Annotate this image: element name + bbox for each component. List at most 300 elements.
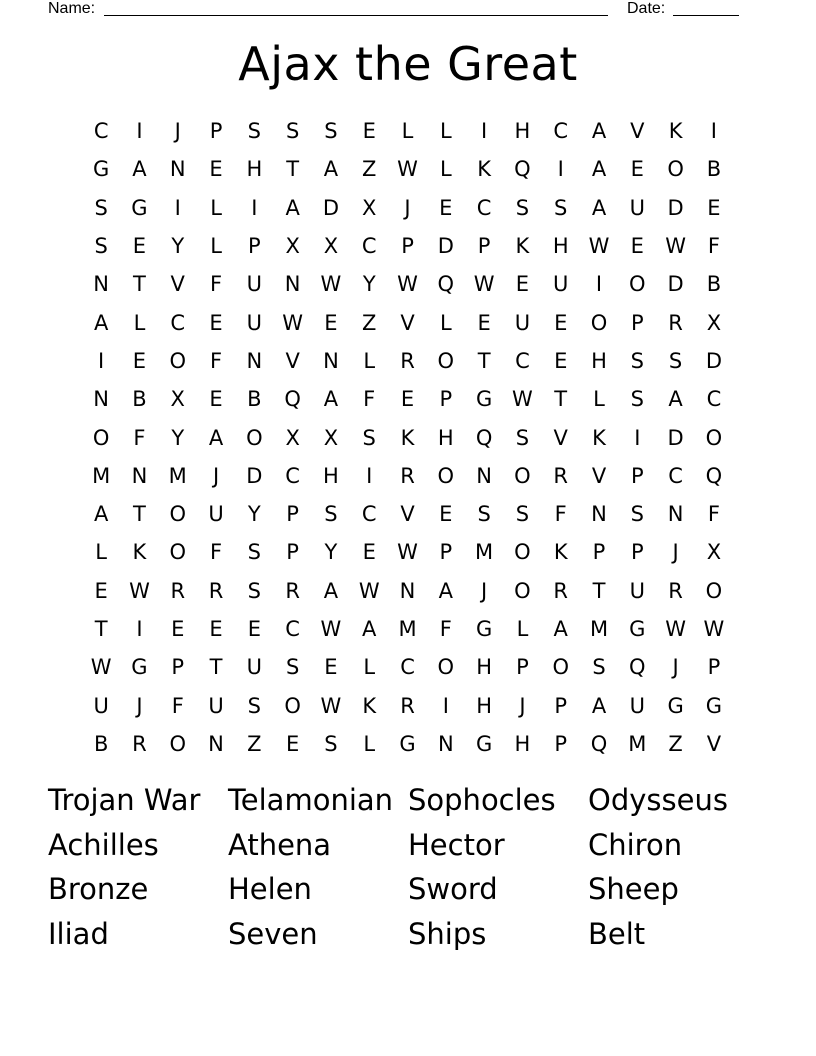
grid-letter[interactable]: F bbox=[171, 693, 184, 718]
grid-letter[interactable]: I bbox=[98, 348, 105, 373]
grid-letter[interactable]: P bbox=[516, 655, 529, 680]
grid-letter[interactable]: R bbox=[668, 578, 683, 603]
grid-letter[interactable]: D bbox=[667, 425, 684, 450]
grid-letter[interactable]: H bbox=[476, 693, 493, 718]
grid-letter[interactable]: U bbox=[246, 655, 263, 680]
grid-letter[interactable]: F bbox=[363, 387, 376, 412]
grid-letter[interactable]: S bbox=[94, 195, 108, 220]
grid-letter[interactable]: R bbox=[400, 693, 415, 718]
grid-letter[interactable]: I bbox=[481, 119, 488, 144]
grid-letter[interactable]: A bbox=[93, 310, 109, 335]
grid-letter[interactable]: M bbox=[92, 463, 111, 488]
grid-letter[interactable]: O bbox=[514, 578, 531, 603]
grid-letter[interactable]: E bbox=[554, 310, 568, 335]
name-blank-line[interactable] bbox=[104, 0, 608, 16]
grid-letter[interactable]: W bbox=[512, 387, 533, 412]
grid-letter[interactable]: M bbox=[589, 617, 609, 641]
grid-letter[interactable]: O bbox=[667, 157, 684, 182]
grid-letter[interactable]: G bbox=[667, 693, 684, 718]
grid-letter[interactable]: N bbox=[323, 348, 339, 373]
grid-letter[interactable]: C bbox=[361, 234, 377, 259]
grid-letter[interactable]: E bbox=[132, 348, 147, 373]
grid-row bbox=[82, 648, 734, 686]
grid-letter[interactable]: E bbox=[515, 272, 530, 297]
grid-letter[interactable]: R bbox=[132, 731, 147, 756]
grid-letter[interactable]: P bbox=[439, 387, 453, 412]
grid-letter[interactable]: U bbox=[208, 693, 224, 718]
grid-letter[interactable]: R bbox=[553, 463, 568, 488]
grid-letter[interactable]: O bbox=[169, 540, 186, 565]
grid-letter[interactable]: S bbox=[247, 540, 261, 565]
grid-letter[interactable]: E bbox=[209, 310, 223, 335]
grid-letter[interactable]: A bbox=[438, 578, 453, 603]
grid-letter[interactable]: A bbox=[323, 578, 339, 603]
grid-letter[interactable]: R bbox=[170, 578, 186, 603]
word-bank-item: Helen bbox=[228, 872, 312, 907]
grid-letter[interactable]: F bbox=[133, 425, 146, 450]
grid-letter[interactable]: W bbox=[90, 655, 112, 680]
grid-letter[interactable]: F bbox=[707, 234, 720, 259]
grid-letter[interactable]: L bbox=[133, 310, 146, 335]
grid-letter[interactable]: S bbox=[247, 119, 261, 144]
grid-letter[interactable]: L bbox=[210, 234, 222, 259]
grid-letter[interactable]: P bbox=[630, 540, 644, 565]
grid-letter[interactable]: S bbox=[285, 655, 300, 680]
grid-letter[interactable]: I bbox=[136, 617, 143, 641]
grid-letter[interactable]: H bbox=[437, 425, 454, 450]
grid-letter[interactable]: I bbox=[634, 425, 641, 450]
grid-letter[interactable]: S bbox=[247, 578, 261, 603]
grid-letter[interactable]: B bbox=[706, 157, 722, 182]
grid-letter[interactable]: O bbox=[169, 348, 186, 373]
grid-letter[interactable]: G bbox=[93, 157, 110, 182]
grid-letter[interactable]: P bbox=[209, 119, 223, 144]
grid-letter[interactable]: W bbox=[397, 272, 418, 297]
grid-letter[interactable]: W bbox=[320, 693, 342, 718]
grid-letter[interactable]: W bbox=[665, 234, 686, 259]
grid-letter[interactable]: U bbox=[629, 693, 645, 718]
grid-letter[interactable]: S bbox=[515, 502, 530, 527]
grid-letter[interactable]: S bbox=[630, 348, 644, 373]
grid-letter[interactable]: U bbox=[208, 502, 224, 527]
grid-letter[interactable]: V bbox=[400, 502, 415, 527]
grid-letter[interactable]: D bbox=[437, 234, 454, 259]
grid-letter[interactable]: A bbox=[132, 157, 147, 182]
grid-letter[interactable]: K bbox=[515, 234, 530, 259]
grid-letter[interactable]: U bbox=[629, 195, 645, 220]
grid-letter[interactable]: O bbox=[590, 310, 608, 335]
grid-letter[interactable]: A bbox=[591, 693, 607, 718]
grid-letter[interactable]: C bbox=[400, 655, 415, 680]
grid-letter[interactable]: W bbox=[665, 617, 686, 641]
grid-letter[interactable]: P bbox=[630, 310, 644, 335]
grid-letter[interactable]: F bbox=[209, 540, 223, 565]
grid-letter[interactable]: L bbox=[363, 348, 376, 373]
grid-letter[interactable]: E bbox=[171, 617, 185, 641]
grid-letter[interactable]: H bbox=[591, 348, 607, 373]
grid-letter[interactable]: J bbox=[404, 195, 411, 220]
grid-letter[interactable]: Q bbox=[629, 655, 646, 680]
grid-letter[interactable]: E bbox=[554, 348, 568, 373]
grid-letter[interactable]: R bbox=[553, 578, 568, 603]
grid-letter[interactable]: O bbox=[514, 463, 531, 488]
grid-letter[interactable]: V bbox=[400, 310, 415, 335]
grid-letter[interactable]: C bbox=[476, 195, 492, 220]
grid-letter[interactable]: I bbox=[136, 119, 143, 144]
grid-letter[interactable]: S bbox=[515, 425, 530, 450]
grid-letter[interactable]: G bbox=[475, 731, 493, 756]
grid-letter[interactable]: N bbox=[591, 502, 607, 527]
grid-letter[interactable]: W bbox=[703, 617, 725, 641]
grid-letter[interactable]: N bbox=[667, 502, 684, 527]
grid-letter[interactable]: W bbox=[358, 578, 380, 603]
grid-letter[interactable]: H bbox=[514, 731, 531, 756]
grid-letter[interactable]: E bbox=[707, 195, 721, 220]
grid-letter[interactable]: S bbox=[324, 502, 338, 527]
grid-letter[interactable]: B bbox=[132, 387, 147, 412]
grid-letter[interactable]: C bbox=[706, 387, 722, 412]
grid-letter[interactable]: W bbox=[320, 272, 342, 297]
grid-letter[interactable]: H bbox=[323, 463, 339, 488]
grid-letter[interactable]: I bbox=[595, 272, 603, 297]
grid-letter[interactable]: X bbox=[285, 425, 300, 450]
grid-row bbox=[82, 457, 734, 495]
grid-letter[interactable]: E bbox=[439, 502, 453, 527]
grid-letter[interactable]: M bbox=[475, 540, 494, 565]
grid-letter[interactable]: N bbox=[131, 463, 148, 488]
grid-letter[interactable]: H bbox=[514, 119, 531, 144]
grid-letter[interactable]: X bbox=[706, 310, 722, 335]
grid-letter[interactable]: J bbox=[519, 693, 526, 718]
grid-letter[interactable]: U bbox=[246, 272, 263, 297]
grid-letter[interactable]: P bbox=[477, 234, 491, 259]
grid-letter[interactable]: B bbox=[706, 272, 722, 297]
grid-letter[interactable]: A bbox=[93, 502, 109, 527]
grid-letter[interactable]: R bbox=[400, 348, 415, 373]
grid-letter[interactable]: I bbox=[366, 463, 373, 488]
grid-letter[interactable]: E bbox=[209, 387, 223, 412]
grid-letter[interactable]: I bbox=[442, 693, 449, 718]
grid-letter[interactable]: C bbox=[668, 463, 683, 488]
grid-letter[interactable]: X bbox=[170, 387, 185, 412]
grid-letter[interactable]: E bbox=[209, 157, 223, 182]
grid-letter[interactable]: N bbox=[93, 272, 109, 297]
grid-letter[interactable]: E bbox=[477, 310, 491, 335]
grid-letter[interactable]: U bbox=[93, 693, 109, 718]
grid-letter[interactable]: S bbox=[554, 195, 568, 220]
grid-letter[interactable]: R bbox=[285, 578, 300, 603]
grid-letter[interactable]: J bbox=[212, 463, 220, 488]
grid-letter[interactable]: S bbox=[285, 119, 300, 144]
grid-letter[interactable]: N bbox=[284, 272, 301, 297]
grid-letter[interactable]: U bbox=[514, 310, 531, 335]
grid-letter[interactable]: S bbox=[94, 234, 108, 259]
grid-letter[interactable]: U bbox=[246, 310, 263, 335]
grid-row bbox=[82, 610, 734, 648]
grid-letter[interactable]: C bbox=[285, 617, 300, 641]
header-line bbox=[48, 0, 768, 20]
grid-letter[interactable]: K bbox=[668, 119, 683, 144]
word-bank-item: Hector bbox=[408, 827, 505, 862]
grid-letter[interactable]: J bbox=[481, 578, 488, 603]
grid-letter[interactable]: N bbox=[208, 731, 224, 756]
grid-letter[interactable]: K bbox=[132, 540, 147, 565]
grid-row bbox=[82, 380, 734, 418]
grid-letter[interactable]: J bbox=[672, 655, 679, 680]
grid-letter[interactable]: T bbox=[133, 502, 146, 527]
grid-letter[interactable]: W bbox=[397, 157, 418, 182]
grid-letter[interactable]: Y bbox=[247, 502, 261, 527]
grid-letter[interactable]: P bbox=[554, 693, 568, 718]
grid-letter[interactable]: Q bbox=[590, 731, 608, 756]
grid-letter[interactable]: S bbox=[592, 655, 606, 680]
grid-letter[interactable]: V bbox=[170, 272, 185, 297]
word-bank-item: Sophocles bbox=[408, 783, 556, 817]
grid-letter[interactable]: V bbox=[285, 348, 300, 373]
grid-letter[interactable]: L bbox=[439, 119, 452, 144]
grid-letter[interactable]: P bbox=[286, 502, 299, 527]
grid-letter[interactable]: E bbox=[247, 617, 261, 641]
grid-letter[interactable]: Q bbox=[437, 272, 455, 297]
grid-letter[interactable]: X bbox=[706, 540, 722, 565]
grid-letter[interactable]: T bbox=[477, 348, 491, 373]
grid-letter[interactable]: A bbox=[591, 157, 607, 182]
grid-letter[interactable]: X bbox=[285, 234, 300, 259]
grid-letter[interactable]: L bbox=[95, 540, 107, 565]
grid-letter[interactable]: I bbox=[174, 195, 181, 220]
grid-letter[interactable]: Y bbox=[362, 272, 376, 297]
grid-letter[interactable]: G bbox=[131, 655, 148, 680]
grid-letter[interactable]: O bbox=[92, 425, 110, 450]
grid-letter[interactable]: T bbox=[554, 387, 568, 412]
grid-letter[interactable]: T bbox=[286, 157, 300, 182]
grid-letter[interactable]: Q bbox=[475, 425, 493, 450]
grid-letter[interactable]: L bbox=[363, 731, 376, 756]
grid-letter[interactable]: P bbox=[401, 234, 414, 259]
grid-letter[interactable]: I bbox=[710, 119, 717, 144]
grid-letter[interactable]: P bbox=[630, 463, 644, 488]
grid-letter[interactable]: O bbox=[552, 655, 569, 680]
grid-letter[interactable]: W bbox=[588, 234, 610, 259]
grid-letter[interactable]: D bbox=[667, 195, 684, 220]
grid-letter[interactable]: S bbox=[630, 502, 644, 527]
grid-letter[interactable]: S bbox=[477, 502, 491, 527]
grid-letter[interactable]: P bbox=[171, 655, 185, 680]
grid-letter[interactable]: W bbox=[473, 272, 495, 297]
grid-letter[interactable]: I bbox=[557, 157, 564, 182]
grid-letter[interactable]: X bbox=[323, 425, 339, 450]
grid-letter[interactable]: G bbox=[629, 617, 646, 641]
grid-letter[interactable]: Y bbox=[171, 234, 185, 259]
grid-letter[interactable]: R bbox=[208, 578, 224, 603]
grid-letter[interactable]: E bbox=[209, 617, 223, 641]
grid-letter[interactable]: N bbox=[399, 578, 416, 603]
grid-letter[interactable]: Y bbox=[324, 540, 338, 565]
grid-letter[interactable]: Q bbox=[284, 387, 301, 412]
grid-letter[interactable]: K bbox=[477, 157, 491, 182]
grid-letter[interactable]: S bbox=[515, 195, 530, 220]
grid-letter[interactable]: U bbox=[629, 578, 645, 603]
grid-letter[interactable]: L bbox=[439, 157, 452, 182]
grid-letter[interactable]: J bbox=[174, 119, 181, 144]
grid-letter[interactable]: V bbox=[591, 463, 607, 488]
grid-letter[interactable]: C bbox=[553, 119, 569, 144]
grid-letter[interactable]: C bbox=[361, 502, 377, 527]
grid-letter[interactable]: H bbox=[246, 157, 263, 182]
grid-letter[interactable]: R bbox=[668, 310, 683, 335]
grid-letter[interactable]: E bbox=[324, 310, 338, 335]
grid-letter[interactable]: T bbox=[592, 578, 606, 603]
grid-letter[interactable]: L bbox=[516, 617, 529, 641]
grid-letter[interactable]: D bbox=[246, 463, 263, 488]
grid-letter[interactable]: O bbox=[246, 425, 263, 450]
grid-letter[interactable]: Z bbox=[362, 157, 377, 182]
grid-letter[interactable]: O bbox=[629, 272, 646, 297]
grid-letter[interactable]: A bbox=[591, 195, 607, 220]
grid-letter[interactable]: S bbox=[630, 387, 644, 412]
grid-letter[interactable]: H bbox=[552, 234, 569, 259]
grid-letter[interactable]: L bbox=[210, 195, 222, 220]
grid-letter[interactable]: Z bbox=[668, 731, 683, 756]
grid-letter[interactable]: M bbox=[398, 617, 417, 641]
grid-letter[interactable]: N bbox=[169, 157, 186, 182]
grid-letter[interactable]: R bbox=[400, 463, 415, 488]
grid-letter[interactable]: V bbox=[553, 425, 568, 450]
grid-letter[interactable]: F bbox=[209, 348, 223, 373]
grid-letter[interactable]: D bbox=[667, 272, 684, 297]
word-bank-item: Sheep bbox=[588, 872, 679, 907]
grid-letter[interactable]: B bbox=[93, 731, 109, 756]
grid-letter[interactable]: L bbox=[593, 387, 605, 412]
grid-letter[interactable]: C bbox=[285, 463, 300, 488]
grid-letter[interactable]: E bbox=[630, 157, 644, 182]
grid-letter[interactable]: K bbox=[400, 425, 415, 450]
grid-letter[interactable]: S bbox=[247, 693, 261, 718]
grid-letter[interactable]: N bbox=[437, 731, 454, 756]
grid-letter[interactable]: P bbox=[248, 234, 261, 259]
grid-letter[interactable]: E bbox=[285, 731, 300, 756]
grid-letter[interactable]: Z bbox=[362, 310, 377, 335]
grid-letter[interactable]: A bbox=[668, 387, 683, 412]
grid-letter[interactable]: E bbox=[439, 195, 453, 220]
grid-letter[interactable]: L bbox=[401, 119, 414, 144]
grid-letter[interactable]: P bbox=[286, 540, 299, 565]
grid-letter[interactable]: K bbox=[592, 425, 606, 450]
grid-letter[interactable]: Z bbox=[247, 731, 262, 756]
grid-letter[interactable]: N bbox=[246, 348, 263, 373]
grid-letter[interactable]: F bbox=[439, 617, 452, 641]
grid-letter[interactable]: A bbox=[591, 119, 607, 144]
grid-letter[interactable]: T bbox=[94, 617, 108, 641]
grid-letter[interactable]: E bbox=[132, 234, 147, 259]
grid-letter[interactable]: M bbox=[168, 463, 187, 488]
grid-letter[interactable]: P bbox=[439, 540, 453, 565]
grid-letter[interactable]: A bbox=[362, 617, 377, 641]
grid-letter[interactable]: O bbox=[705, 425, 723, 450]
grid-letter[interactable]: O bbox=[169, 731, 186, 756]
grid-letter[interactable]: O bbox=[284, 693, 301, 718]
grid-letter[interactable]: S bbox=[324, 119, 338, 144]
grid-letter[interactable]: W bbox=[320, 617, 342, 641]
grid-letter[interactable]: P bbox=[707, 655, 721, 680]
grid-letter[interactable]: G bbox=[475, 617, 493, 641]
grid-letter[interactable]: G bbox=[705, 693, 723, 718]
grid-letter[interactable]: N bbox=[476, 463, 492, 488]
grid-letter[interactable]: L bbox=[363, 655, 376, 680]
grid-letter[interactable]: Y bbox=[171, 425, 185, 450]
grid-letter[interactable]: W bbox=[397, 540, 418, 565]
grid-letter[interactable]: M bbox=[628, 731, 647, 756]
grid-letter[interactable]: G bbox=[131, 195, 148, 220]
grid-letter[interactable]: F bbox=[707, 502, 720, 527]
grid-letter[interactable]: N bbox=[93, 387, 109, 412]
grid-letter[interactable]: U bbox=[553, 272, 569, 297]
grid-letter[interactable]: S bbox=[362, 425, 376, 450]
grid-letter[interactable]: I bbox=[251, 195, 258, 220]
grid-letter[interactable]: P bbox=[554, 731, 568, 756]
grid-letter[interactable]: K bbox=[362, 693, 377, 718]
grid-letter[interactable]: E bbox=[362, 119, 376, 144]
grid-letter[interactable]: E bbox=[362, 540, 376, 565]
grid-letter[interactable]: T bbox=[209, 655, 223, 680]
grid-letter[interactable]: O bbox=[705, 578, 723, 603]
grid-letter[interactable]: P bbox=[592, 540, 606, 565]
grid-letter[interactable]: H bbox=[476, 655, 493, 680]
grid-letter[interactable]: D bbox=[705, 348, 722, 373]
grid-letter[interactable]: L bbox=[439, 310, 452, 335]
grid-letter[interactable]: G bbox=[475, 387, 493, 412]
grid-letter[interactable]: S bbox=[324, 731, 338, 756]
grid-letter[interactable]: T bbox=[133, 272, 146, 297]
grid-letter[interactable]: A bbox=[285, 195, 300, 220]
grid-letter[interactable]: O bbox=[437, 348, 455, 373]
grid-letter[interactable]: F bbox=[209, 272, 223, 297]
grid-letter[interactable]: F bbox=[554, 502, 567, 527]
grid-letter[interactable]: O bbox=[437, 655, 455, 680]
grid-letter[interactable]: E bbox=[94, 578, 108, 603]
grid-letter[interactable]: D bbox=[322, 195, 340, 220]
grid-letter[interactable]: O bbox=[514, 540, 531, 565]
grid-letter[interactable]: V bbox=[630, 119, 645, 144]
grid-letter[interactable]: C bbox=[93, 119, 109, 144]
grid-letter[interactable]: A bbox=[323, 387, 339, 412]
grid-letter[interactable]: A bbox=[553, 617, 568, 641]
grid-letter[interactable]: X bbox=[362, 195, 377, 220]
grid-letter[interactable]: O bbox=[169, 502, 186, 527]
grid-letter[interactable]: Q bbox=[705, 463, 723, 488]
grid-letter[interactable]: E bbox=[400, 387, 415, 412]
grid-letter[interactable]: X bbox=[323, 234, 339, 259]
date-blank-line[interactable] bbox=[673, 0, 739, 16]
grid-letter[interactable]: K bbox=[553, 540, 568, 565]
grid-letter[interactable]: W bbox=[282, 310, 304, 335]
grid-letter[interactable]: V bbox=[706, 731, 722, 756]
grid-letter[interactable]: O bbox=[437, 463, 455, 488]
grid-letter[interactable]: C bbox=[170, 310, 186, 335]
grid-letter[interactable]: E bbox=[324, 655, 338, 680]
grid-letter[interactable]: B bbox=[247, 387, 262, 412]
grid-letter[interactable]: S bbox=[668, 348, 683, 373]
grid-letter[interactable]: J bbox=[672, 540, 679, 565]
grid-letter[interactable]: Q bbox=[514, 157, 531, 182]
grid-letter[interactable]: A bbox=[208, 425, 224, 450]
grid-letter[interactable]: C bbox=[515, 348, 530, 373]
grid-letter[interactable]: E bbox=[630, 234, 644, 259]
grid-letter[interactable]: W bbox=[129, 578, 150, 603]
grid-letter[interactable]: J bbox=[136, 693, 143, 718]
grid-letter[interactable]: G bbox=[399, 731, 416, 756]
grid-letter[interactable]: A bbox=[323, 157, 339, 182]
